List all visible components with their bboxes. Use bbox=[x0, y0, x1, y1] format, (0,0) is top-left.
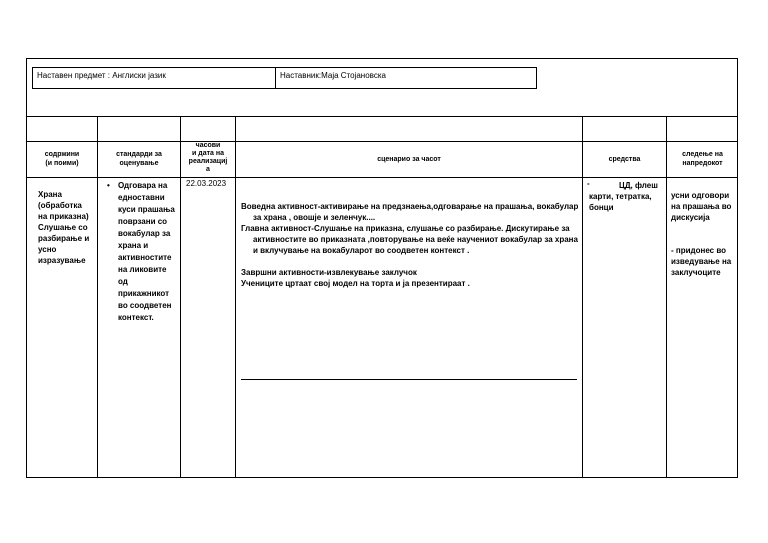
teacher-box bbox=[275, 67, 537, 89]
scenario-intro: Воведна активност-активирање на предзнаења,одговарање на прашања, вокабулар за храна , овошје и зеленчук.... bbox=[241, 202, 579, 222]
tracking-cell-2: - придонес во изведување на заклучоците bbox=[671, 246, 732, 277]
col-line-4 bbox=[582, 116, 583, 478]
col-header-scenario: сценарио за часот bbox=[377, 156, 441, 163]
scenario-final: Завршни активности-извлекување заклучок bbox=[241, 268, 417, 277]
content-cell: Храна (обработка на приказна) Слушање со разбирање и усно изразување bbox=[38, 190, 90, 265]
col-header-standards: стандарди за оценување bbox=[116, 151, 162, 167]
scenario-main: Главна активност-Слушање на приказна, слушање со разбирање. Дискутирање за активностите во приказната ,повторување на веќе научениот вокабулар за храна и вклучување на вокабуларот во соодветен контекст . bbox=[241, 224, 578, 255]
col-header-tracking: следење на напредокот bbox=[682, 151, 723, 167]
subject-text: Наставен предмет : Англиски јазик bbox=[37, 71, 166, 80]
col-line-1 bbox=[97, 116, 98, 478]
teacher-text: Наставник:Маја Стојановска bbox=[280, 71, 386, 80]
header-row-line bbox=[26, 177, 738, 178]
scenario-cell bbox=[241, 201, 579, 289]
col-header-date: часови и дата на реализациј а bbox=[188, 142, 228, 173]
means-dash: - bbox=[587, 179, 590, 188]
col-header-content: содржини (и поими) bbox=[44, 151, 80, 167]
scenario-students: Учениците цртаат свој модел на торта и ја презентираат . bbox=[241, 279, 470, 288]
means-cell: ЦД, флеш карти, тетратка, бонци bbox=[589, 181, 658, 212]
col-line-3 bbox=[235, 116, 236, 478]
subject-box bbox=[32, 67, 276, 89]
scenario-signature-line bbox=[241, 379, 577, 380]
standard-item: • Одговара на едноставни куси прашања поврзани со вокабулар за храна и активностите на ликовите од прикажникот во соодветен контекст. bbox=[118, 180, 176, 324]
tracking-cell-1: усни одговори на прашања во дискусија bbox=[671, 191, 732, 222]
date-cell: 22.03.2023 bbox=[186, 179, 227, 188]
table-top-line bbox=[26, 116, 738, 117]
col-line-5 bbox=[666, 116, 667, 478]
standards-cell bbox=[104, 180, 176, 324]
spacer-row-line bbox=[26, 141, 738, 142]
col-header-means: средства bbox=[608, 156, 641, 163]
